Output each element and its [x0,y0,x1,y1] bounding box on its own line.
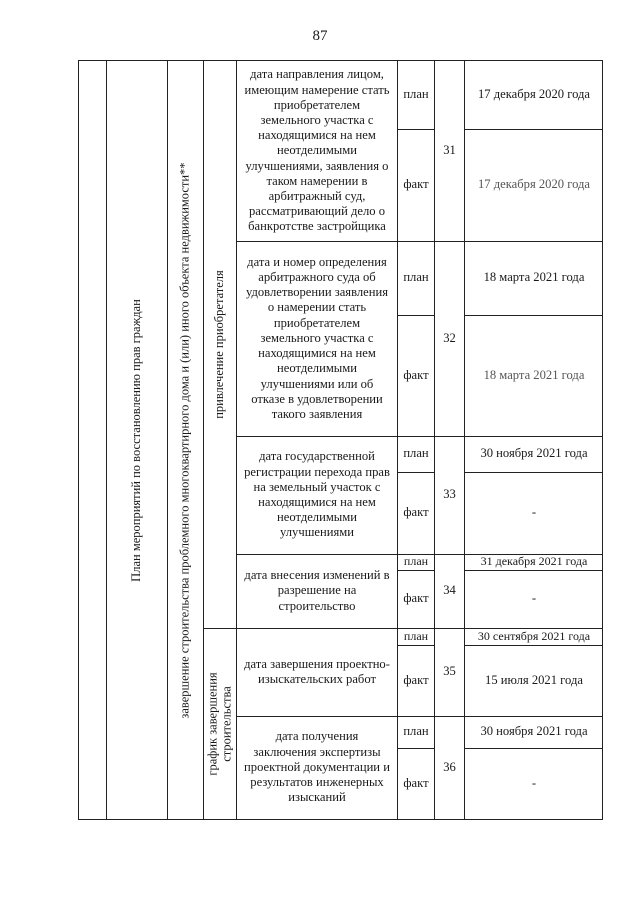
row-31-description: дата направления лицом, имеющим намерение стать приобретателем земельного участка с находящимися на нем неотделимыми улучшениями, заявления о таком намерении в арбитражный суд, рассматривающий дело о банкротстве застройщика [244,67,390,234]
object-vertical-header: завершение строительства проблемного многоквартирного дома и (или) иного объекта недвижимости** [177,161,192,719]
row-34-plan-label: план [403,554,429,569]
row-35-plan-label: план [403,628,429,643]
group-attract-buyer-header: привлечение приобретателя [212,270,227,419]
row-31-plan-label: план [403,87,429,102]
row-34-fact-label: факт [403,591,429,606]
row-31-number: 31 [443,143,456,158]
row-34-number: 34 [443,583,456,598]
row-31-fact-date: 17 декабря 2020 года [477,177,591,192]
row-36-number: 36 [443,759,456,774]
row-36-fact-label: факт [403,775,429,790]
row-34-description: дата внесения изменений в разрешение на строительство [244,568,390,613]
row-35-number: 35 [443,664,456,679]
row-35-fact-date: 15 июля 2021 года [485,672,583,687]
page-number: 87 [312,28,328,44]
row-32-fact-label: факт [403,367,429,382]
row-35-fact-label: факт [403,672,429,687]
row-36-plan-date: 30 ноября 2021 года [480,724,588,739]
row-36-description: дата получения заключения экспертизы проектной документации и результатов инженерных изысканий [244,729,390,805]
row-33-plan-label: план [403,446,429,461]
row-32-number: 32 [443,330,456,345]
row-36-fact-date: - [531,775,537,790]
row-32-description: дата и номер определения арбитражного суда об удовлетворении заявления о намерении стать приобретателем земельного участка с находящимися на нем неотделимыми улучшениями или об отказе в удовлетворении такого заявления [245,254,389,421]
row-33-plan-date: 30 ноября 2021 года [480,446,588,461]
row-33-fact-label: факт [403,505,429,520]
row-34-plan-date: 31 декабря 2021 года [480,554,588,569]
row-33-number: 33 [443,487,456,502]
row-31-plan-date: 17 декабря 2020 года [477,87,591,102]
row-35-plan-date: 30 сентября 2021 года [477,628,591,643]
row-31-fact-label: факт [403,177,429,192]
row-32-plan-label: план [403,270,429,285]
group-schedule-header: график завершения строительства [205,671,234,776]
row-34-fact-date: - [531,591,537,606]
row-32-plan-date: 18 марта 2021 года [483,270,585,285]
plan-vertical-header: План мероприятий по восстановлению прав граждан [129,298,143,582]
row-33-description: дата государственной регистрации перехода прав на земельный участок с находящимися на нем неотделимыми улучшениями [244,449,390,540]
row-33-fact-date: - [531,505,537,520]
row-32-fact-date: 18 марта 2021 года [483,367,585,382]
measures-table [78,60,603,820]
row-35-description: дата завершения проектно-изыскательских работ [244,656,390,686]
row-36-plan-label: план [403,724,429,739]
